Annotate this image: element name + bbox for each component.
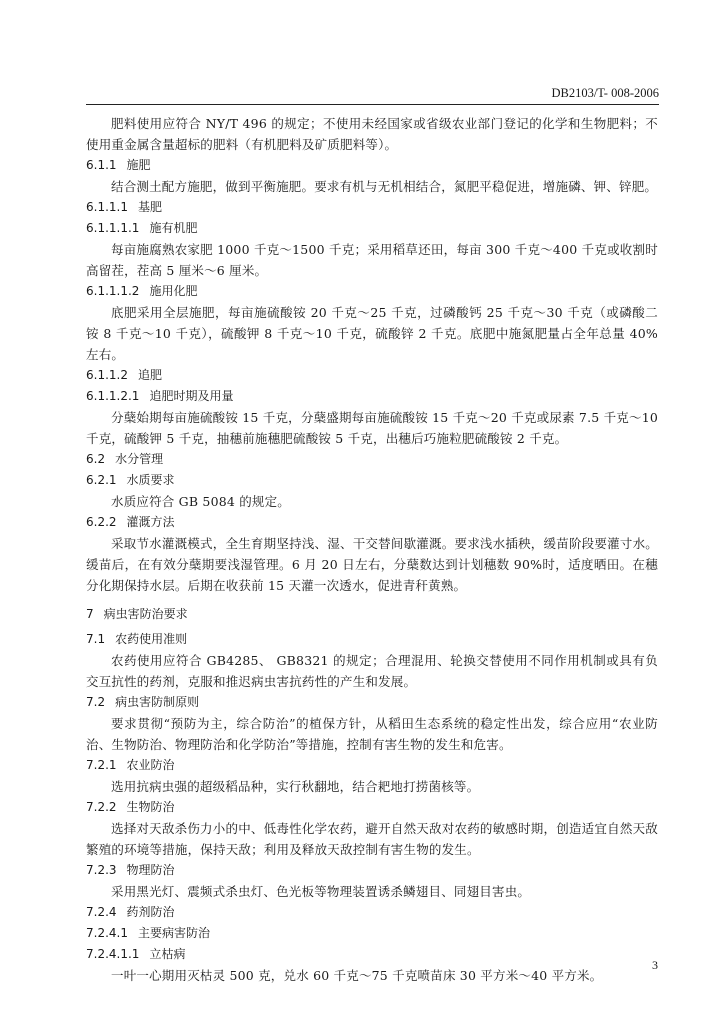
section-title: 生物防治	[126, 800, 175, 814]
paragraph: 结合测土配方施肥，做到平衡施肥。要求有机与无机相结合，氮肥平稳促进，增施磷、钾、锌肥。	[111, 179, 658, 194]
section-title: 病虫害防制原则	[115, 695, 200, 709]
document-body	[86, 113, 658, 986]
section-title: 主要病害防治	[137, 926, 210, 940]
section-number: 6.2.1	[86, 473, 117, 487]
section-heading	[86, 755, 658, 776]
section-number: 7.2.4	[86, 905, 117, 919]
section-heading	[86, 604, 658, 625]
section-heading	[86, 944, 658, 965]
section-number: 7.2	[86, 695, 106, 709]
section-heading	[86, 512, 658, 533]
paragraph: 水质应符合 GB 5084 的规定。	[111, 494, 291, 509]
header-divider	[86, 104, 659, 105]
paragraph: 采用黑光灯、震频式杀虫灯、色光板等物理装置诱杀鳞翅目、同翅目害虫。	[111, 884, 531, 899]
section-number: 6.1.1	[86, 158, 117, 172]
section-number: 6.1.1.2.1	[86, 389, 140, 403]
document-code: DB2103/T- 008-2006	[551, 86, 659, 100]
section-number: 6.1.1.1.1	[86, 221, 140, 235]
section-number: 6.1.1.1	[86, 200, 128, 214]
section-heading	[86, 365, 658, 386]
section-number: 6.2	[86, 452, 106, 466]
section-heading	[86, 860, 658, 881]
section-heading	[86, 386, 658, 407]
section-title: 追肥	[137, 368, 162, 382]
section-title: 施肥	[126, 158, 151, 172]
paragraph: 选用抗病虫强的超级稻品种，实行秋翻地，结合耙地打捞菌核等。	[111, 779, 480, 794]
section-heading	[86, 218, 658, 239]
section-title: 追肥时期及用量	[149, 389, 234, 403]
section-title: 水分管理	[115, 452, 164, 466]
section-title: 基肥	[137, 200, 162, 214]
paragraph: 底肥采用全层施肥，每亩施硫酸铵 20 千克～25 千克，过磷酸钙 25 千克～30 千克（或磷酸二铵 8 千克～10 千克），硫酸钾 8 千克～10 千克，硫酸锌 2 千克。底肥中施氮肥量占全年总量 40%左右。	[86, 305, 658, 362]
section-number: 7.1	[86, 632, 106, 646]
section-number: 6.2.2	[86, 515, 117, 529]
section-title: 灌溉方法	[126, 515, 175, 529]
section-heading	[86, 902, 658, 923]
section-number: 6.1.1.2	[86, 368, 128, 382]
paragraph: 肥料使用应符合 NY/T 496 的规定；不使用未经国家或省级农业部门登记的化学和生物肥料；不使用重金属含量超标的肥料（有机肥料及矿质肥料等）。	[86, 116, 658, 152]
section-heading	[86, 470, 658, 491]
section-title: 农业防治	[126, 758, 175, 772]
paragraph: 农药使用应符合 GB4285、 GB8321 的规定；合理混用、轮换交替使用不同作用机制或具有负交互抗性的药剂，克服和推迟病虫害抗药性的产生和发展。	[86, 653, 658, 689]
section-title: 立枯病	[149, 947, 186, 961]
section-heading	[86, 449, 658, 470]
section-title: 施有机肥	[149, 221, 198, 235]
paragraph: 采取节水灌溉模式，全生育期坚持浅、湿、干交替间歇灌溉。要求浅水插秧，缓苗阶段要灌寸水。缓苗后，在有效分蘖期要浅湿管理。6 月 20 日左右，分蘖数达到计划穗数 90%时，适度晒田。在穗分化期保持水层。后期在收获前 15 天灌一次透水，促进青秆黄熟。	[86, 536, 658, 593]
section-number: 7.2.3	[86, 863, 117, 877]
section-title: 农药使用准则	[115, 632, 188, 646]
paragraph: 每亩施腐熟农家肥 1000 千克～1500 千克；采用稻草还田，每亩 300 千克～400 千克或收割时高留茬，茬高 5 厘米～6 厘米。	[86, 242, 658, 278]
section-number: 7	[86, 607, 94, 621]
section-title: 水质要求	[126, 473, 175, 487]
section-title: 施用化肥	[149, 284, 198, 298]
section-number: 7.2.4.1	[86, 926, 128, 940]
paragraph: 分蘖始期每亩施硫酸铵 15 千克，分蘖盛期每亩施硫酸铵 15 千克～20 千克或尿素 7.5 千克～10 千克，硫酸钾 5 千克，抽穗前施穗肥硫酸铵 5 千克，出穗后巧施粒肥硫酸铵 2 千克。	[86, 410, 658, 446]
section-heading	[86, 155, 658, 176]
section-number: 7.2.4.1.1	[86, 947, 140, 961]
section-number: 7.2.2	[86, 800, 117, 814]
paragraph: 要求贯彻“预防为主，综合防治”的植保方针，从稻田生态系统的稳定性出发，综合应用“农业防治、生物防治、物理防治和化学防治”等措施，控制有害生物的发生和危害。	[86, 716, 658, 752]
section-number: 7.2.1	[86, 758, 117, 772]
section-title: 药剂防治	[126, 905, 175, 919]
section-heading	[86, 197, 658, 218]
paragraph: 一叶一心期用灭枯灵 500 克，兑水 60 千克～75 千克喷苗床 30 平方米～40 平方米。	[111, 968, 603, 983]
section-heading	[86, 797, 658, 818]
section-heading	[86, 629, 658, 650]
section-number: 6.1.1.1.2	[86, 284, 140, 298]
section-heading	[86, 923, 658, 944]
section-heading	[86, 692, 658, 713]
section-heading	[86, 281, 658, 302]
page-number: 3	[652, 958, 658, 972]
paragraph: 选择对天敌杀伤力小的中、低毒性化学农药，避开自然天敌对农药的敏感时期，创造适宜自然天敌繁殖的环境等措施，保持天敌；利用及释放天敌控制有害生物的发生。	[86, 821, 658, 857]
section-title: 物理防治	[126, 863, 175, 877]
section-title: 病虫害防治要求	[103, 607, 188, 621]
